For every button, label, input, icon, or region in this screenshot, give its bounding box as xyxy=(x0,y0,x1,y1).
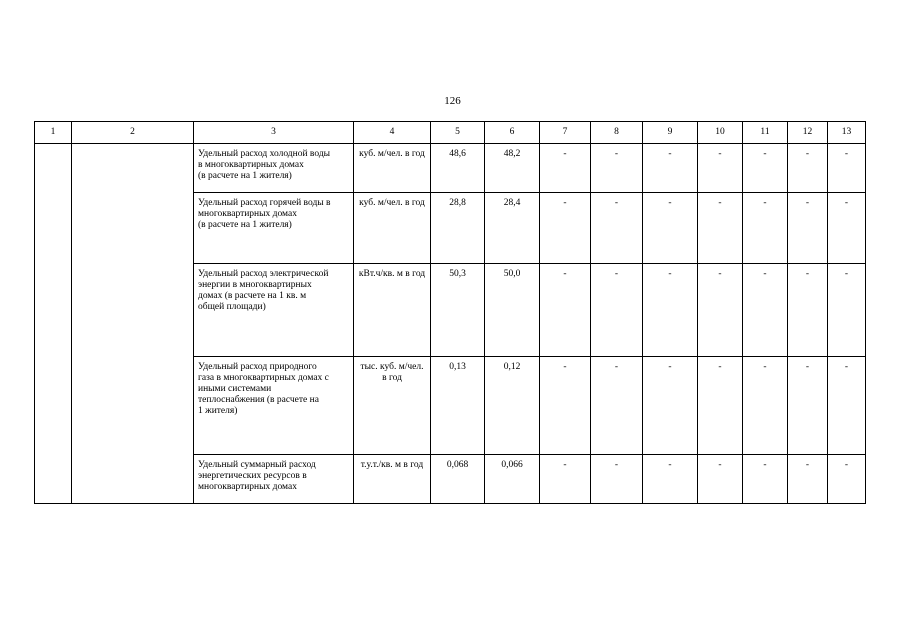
value-col7: - xyxy=(540,264,591,357)
value-col10: - xyxy=(698,193,743,264)
value-col10: - xyxy=(698,357,743,455)
value-col6: 0,066 xyxy=(485,455,540,504)
value-col12: - xyxy=(788,264,828,357)
value-col6: 28,4 xyxy=(485,193,540,264)
value-col12: - xyxy=(788,193,828,264)
value-col9: - xyxy=(643,144,698,193)
value-col8: - xyxy=(591,455,643,504)
page-number: 126 xyxy=(444,95,461,107)
indicator-unit: куб. м/чел. в год xyxy=(354,193,431,264)
indicator-description: Удельный расход горячей воды в многоквартирных домах (в расчете на 1 жителя) xyxy=(194,193,354,264)
value-col7: - xyxy=(540,455,591,504)
value-col13: - xyxy=(828,144,866,193)
value-col8: - xyxy=(591,264,643,357)
value-col10: - xyxy=(698,455,743,504)
value-col6: 0,12 xyxy=(485,357,540,455)
value-col11: - xyxy=(743,264,788,357)
value-col6: 50,0 xyxy=(485,264,540,357)
value-col5: 50,3 xyxy=(431,264,485,357)
column-header: 12 xyxy=(788,122,828,144)
indicator-unit: тыс. куб. м/чел. в год xyxy=(354,357,431,455)
value-col11: - xyxy=(743,193,788,264)
value-col7: - xyxy=(540,144,591,193)
value-col12: - xyxy=(788,357,828,455)
value-col9: - xyxy=(643,193,698,264)
value-col13: - xyxy=(828,357,866,455)
value-col13: - xyxy=(828,455,866,504)
value-col13: - xyxy=(828,193,866,264)
column-header: 13 xyxy=(828,122,866,144)
indicator-unit: т.у.т./кв. м в год xyxy=(354,455,431,504)
indicator-description: Удельный расход электрической энергии в многоквартирных домах (в расчете на 1 кв. м общей площади) xyxy=(194,264,354,357)
value-col12: - xyxy=(788,455,828,504)
value-col12: - xyxy=(788,144,828,193)
indicator-description: Удельный расход природного газа в многоквартирных домах с иными системами теплоснабжения (в расчете на 1 жителя) xyxy=(194,357,354,455)
header-row xyxy=(35,122,866,144)
value-col10: - xyxy=(698,144,743,193)
indicator-description: Удельный суммарный расход энергетических ресурсов в многоквартирных домах xyxy=(194,455,354,504)
value-col5: 28,8 xyxy=(431,193,485,264)
column-header: 4 xyxy=(354,122,431,144)
blank-cell-col1 xyxy=(35,144,72,504)
value-col5: 48,6 xyxy=(431,144,485,193)
indicators-table xyxy=(34,121,866,504)
value-col11: - xyxy=(743,144,788,193)
value-col5: 0,13 xyxy=(431,357,485,455)
value-col7: - xyxy=(540,193,591,264)
indicator-unit: куб. м/чел. в год xyxy=(354,144,431,193)
value-col5: 0,068 xyxy=(431,455,485,504)
indicator-unit: кВт.ч/кв. м в год xyxy=(354,264,431,357)
column-header: 7 xyxy=(540,122,591,144)
column-header: 9 xyxy=(643,122,698,144)
value-col11: - xyxy=(743,357,788,455)
value-col13: - xyxy=(828,264,866,357)
column-header: 1 xyxy=(35,122,72,144)
value-col8: - xyxy=(591,357,643,455)
value-col11: - xyxy=(743,455,788,504)
table-row xyxy=(35,144,866,193)
value-col8: - xyxy=(591,193,643,264)
value-col8: - xyxy=(591,144,643,193)
column-header: 10 xyxy=(698,122,743,144)
value-col9: - xyxy=(643,357,698,455)
value-col7: - xyxy=(540,357,591,455)
column-header: 3 xyxy=(194,122,354,144)
indicator-description: Удельный расход холодной воды в многоквартирных домах (в расчете на 1 жителя) xyxy=(194,144,354,193)
value-col9: - xyxy=(643,264,698,357)
column-header: 8 xyxy=(591,122,643,144)
column-header: 11 xyxy=(743,122,788,144)
value-col10: - xyxy=(698,264,743,357)
value-col6: 48,2 xyxy=(485,144,540,193)
column-header: 6 xyxy=(485,122,540,144)
blank-cell-col2 xyxy=(72,144,194,504)
column-header: 2 xyxy=(72,122,194,144)
column-header: 5 xyxy=(431,122,485,144)
value-col9: - xyxy=(643,455,698,504)
